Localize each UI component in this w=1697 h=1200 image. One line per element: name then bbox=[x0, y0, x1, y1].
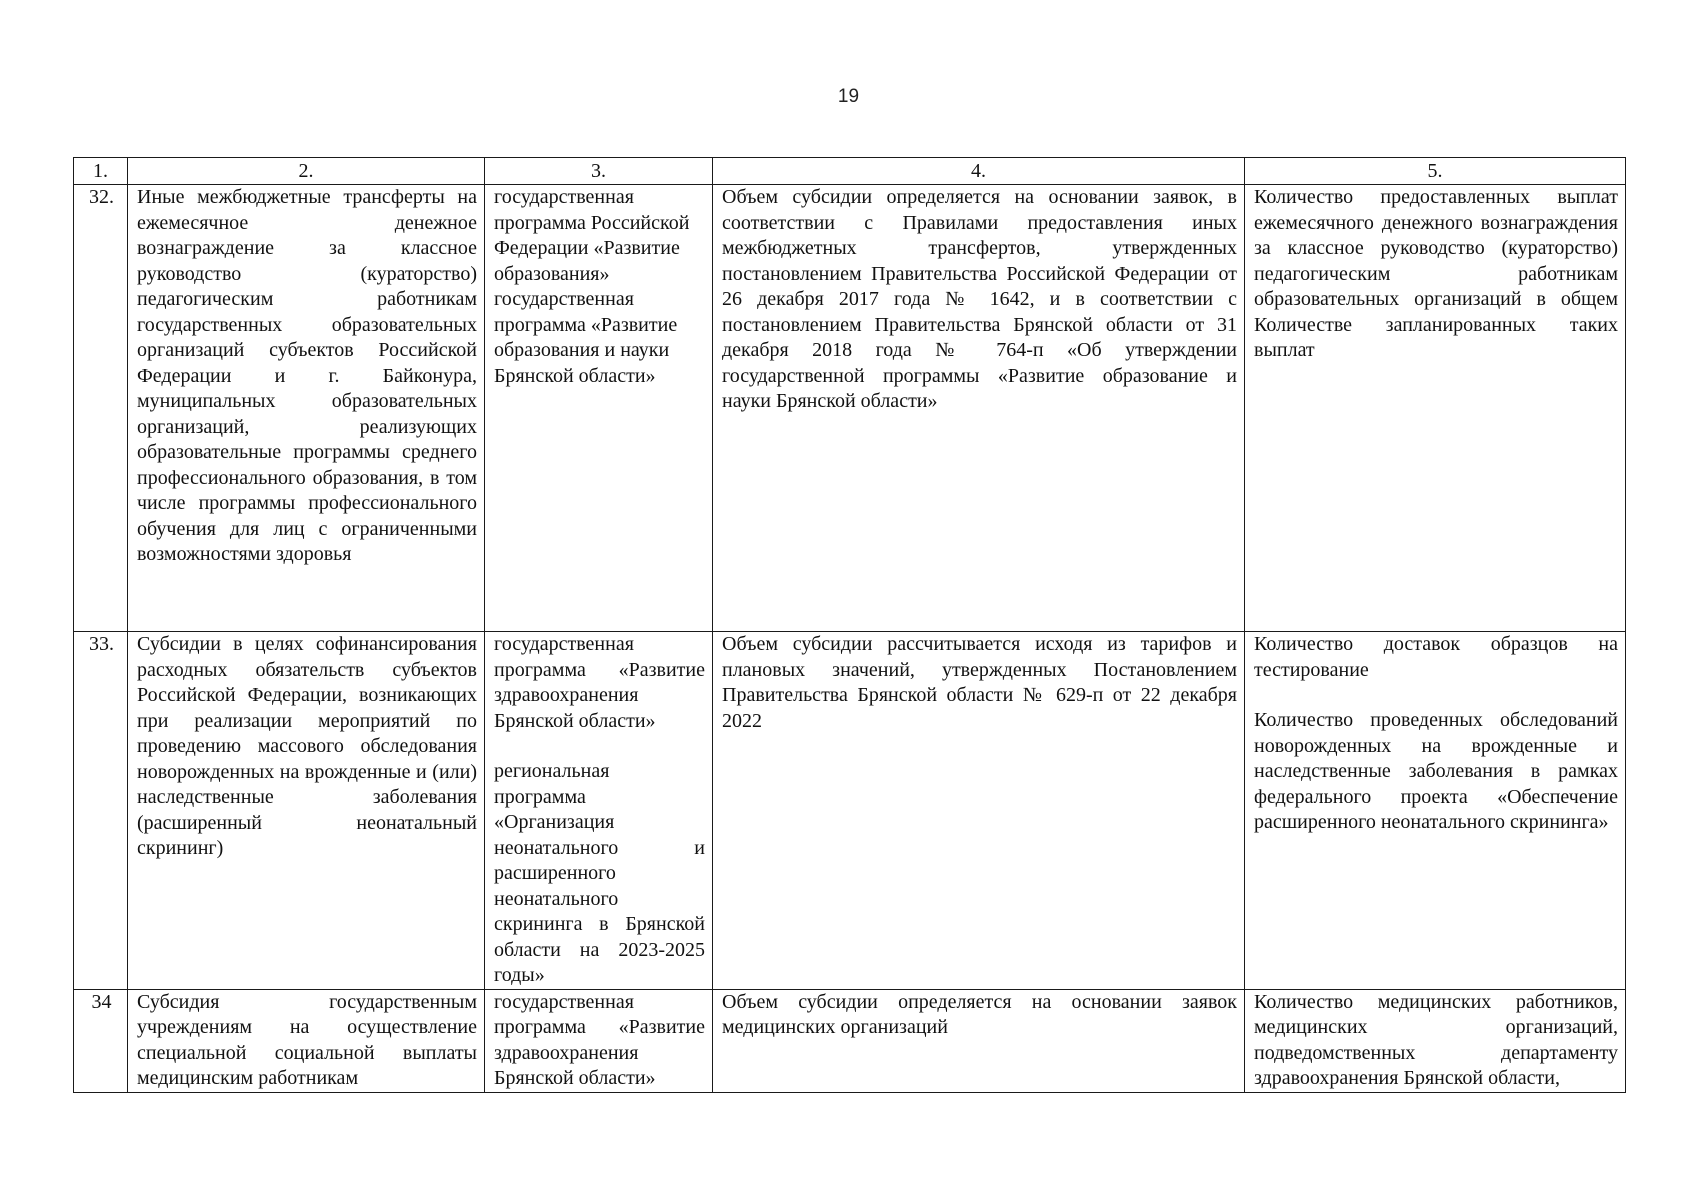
indicator-text: Количество доставок образцов на тестирование bbox=[1254, 633, 1618, 681]
header-col-2: 2. bbox=[128, 158, 485, 185]
header-col-3: 3. bbox=[485, 158, 713, 185]
row-program bbox=[485, 185, 713, 632]
program-text: региональная программа «Организация неонатального и расширенного неонатального скрининга в Брянской области на 2023-2025 годы» bbox=[494, 760, 705, 986]
table-header-row bbox=[74, 158, 1626, 185]
row-method: Объем субсидии определяется на основании заявок, в соответствии с Правилами предоставления иных межбюджетных трансфертов, утвержденных постановлением Правительства Российской Федерации от 26 декабря 2017 года № 1642, и в соответствии с постановлением Правительства Брянской области от 31 декабря 2018 года № 764-п «Об утверждении государственной программы «Развитие образование и науки Брянской области» bbox=[713, 185, 1245, 632]
row-number: 32. bbox=[74, 185, 128, 632]
row-method: Объем субсидии определяется на основании заявок медицинских организаций bbox=[713, 989, 1245, 1092]
row-indicator bbox=[1245, 185, 1626, 632]
table-row bbox=[74, 185, 1626, 632]
row-number: 33. bbox=[74, 632, 128, 990]
row-indicator bbox=[1245, 632, 1626, 990]
indicator-text: Количество проведенных обследований новорожденных на врожденные и наследственные заболевания в рамках федерального проекта «Обеспечение расширенного неонатального скрининга» bbox=[1254, 709, 1618, 833]
indicator-text: Количество медицинских работников, медицинских организаций, подведомственных департаменту здравоохранения Брянской области, bbox=[1254, 990, 1618, 1089]
header-col-5: 5. bbox=[1245, 158, 1626, 185]
page-number: 19 bbox=[837, 86, 860, 107]
paragraph-gap bbox=[1254, 683, 1618, 708]
row-description: Субсидия государственным учреждениям на осуществление специальной социальной выплаты медицинским работникам bbox=[128, 989, 485, 1092]
paragraph-gap bbox=[494, 734, 705, 759]
row-program bbox=[485, 989, 713, 1092]
program-text: государственная программа «Развитие образования и науки Брянской области» bbox=[494, 288, 678, 387]
row-program bbox=[485, 632, 713, 990]
program-text: государственная программа Российской Федерации «Развитие образования» bbox=[494, 186, 690, 285]
row-description: Субсидии в целях софинансирования расходных обязательств субъектов Российской Федерации, возникающих при реализации мероприятий по проведению массового обследования новорожденных на врожденные и (или) наследственные заболевания (расширенный неонатальный скрининг) bbox=[128, 632, 485, 990]
header-col-4: 4. bbox=[713, 158, 1245, 185]
program-text: государственная программа «Развитие здравоохранения Брянской области» bbox=[494, 633, 705, 732]
indicator-text: Количество предоставленных выплат ежемесячного денежного вознаграждения за классное руководство (кураторство) педагогическим работникам образовательных организаций в общем Количестве запланированных таких выплат bbox=[1254, 186, 1618, 361]
row-number: 34 bbox=[74, 989, 128, 1092]
table-row bbox=[74, 989, 1626, 1092]
document-table bbox=[73, 157, 1626, 1093]
header-col-1: 1. bbox=[74, 158, 128, 185]
row-indicator bbox=[1245, 989, 1626, 1092]
row-method: Объем субсидии рассчитывается исходя из тарифов и плановых значений, утвержденных Постановлением Правительства Брянской области № 629-п от 22 декабря 2022 bbox=[713, 632, 1245, 990]
table-row bbox=[74, 632, 1626, 990]
program-text: государственная программа «Развитие здравоохранения Брянской области» bbox=[494, 990, 705, 1089]
row-description: Иные межбюджетные трансферты на ежемесячное денежное вознаграждение за классное руководство (кураторство) педагогическим работникам государственных образовательных организаций субъектов Российской Федерации и г. Байконура, муниципальных образовательных организаций, реализующих образовательные программы среднего профессионального образования, в том числе программы профессионального обучения для лиц с ограниченными возможностями здоровья bbox=[128, 185, 485, 632]
